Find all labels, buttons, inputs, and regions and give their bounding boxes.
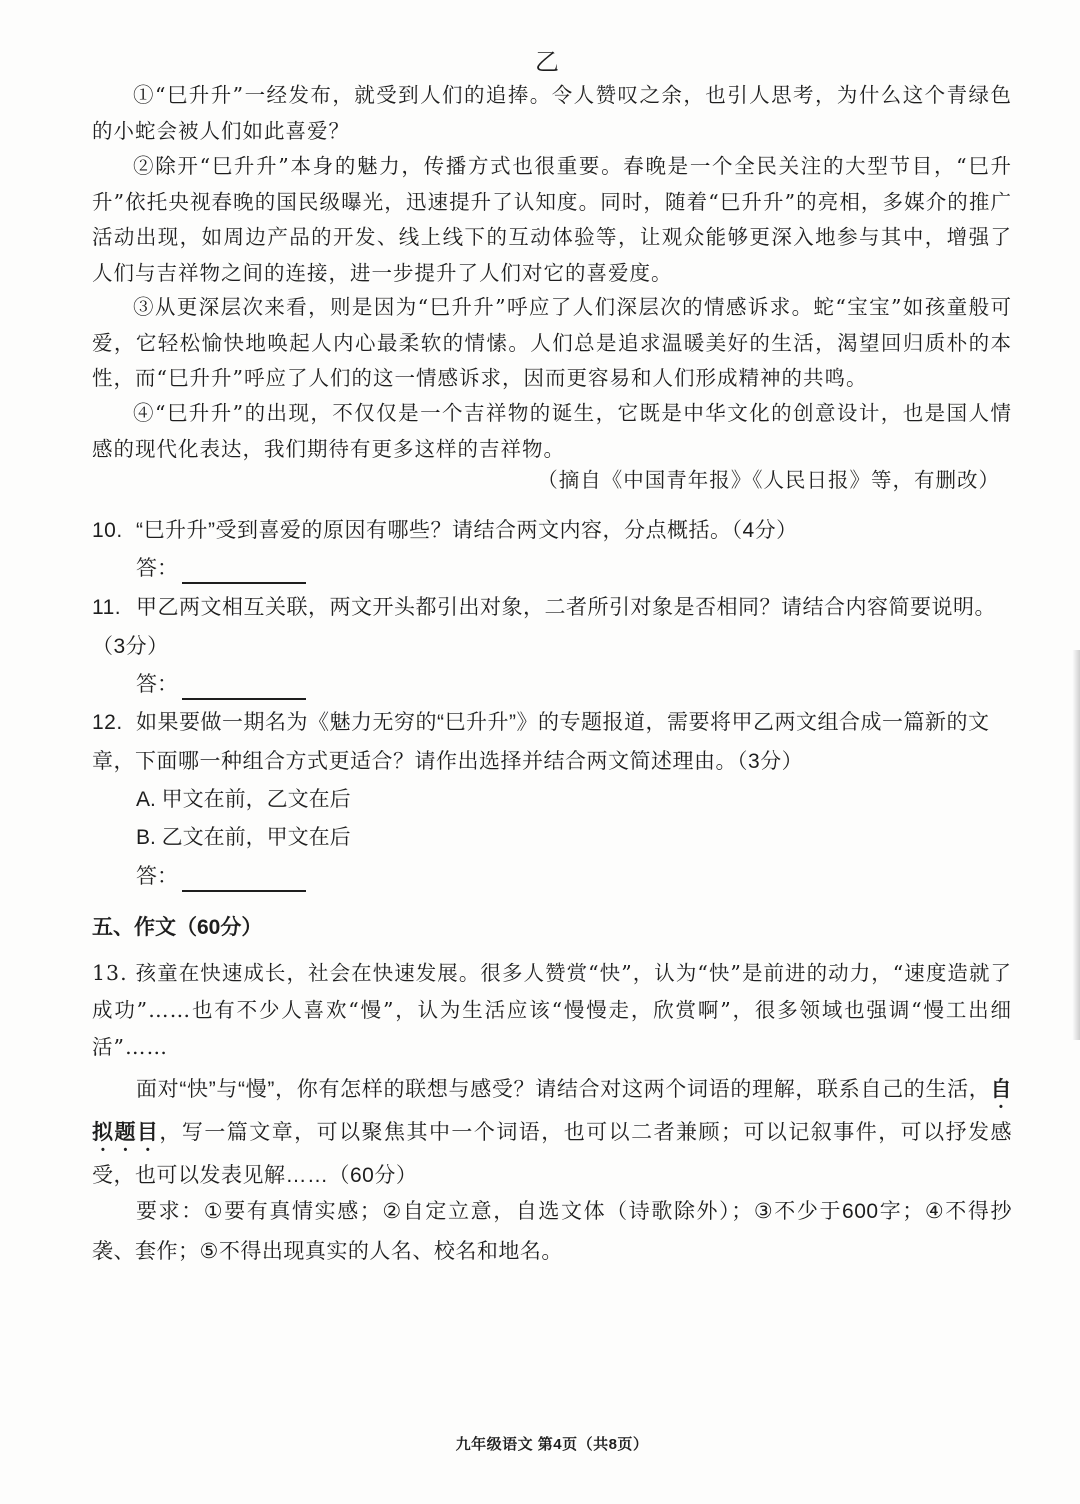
question-number: 10. <box>92 519 123 542</box>
article-paragraph-2: ②除开“巳升升”本身的魅力，传播方式也很重要。春晚是一个全民关注的大型节目，“巳升升”依托央视春晚的国民级曝光，迅速提升了认知度。同时，随着“巳升升”的亮相，多媒介的推广活动出现，如周边产品的开发、线上线下的互动体验等，让观众能够更深入地参与其中，增强了人们与吉祥物之间的连接，进一步提升了人们对它的喜爱度。 <box>92 154 1012 285</box>
answer-blank[interactable] <box>182 676 306 700</box>
question-number: 12. <box>92 711 123 734</box>
answer-line-10[interactable] <box>136 554 306 584</box>
question-number: 11. <box>92 596 122 619</box>
question-11 <box>92 588 1017 666</box>
prompt-text-before: 面对“快”与“慢”，你有怎样的联想与感受？请结合对这两个词语的理解，联系自己的生活， <box>136 1078 991 1101</box>
composition-prompt <box>92 1070 1012 1196</box>
question-text: 如果要做一期名为《魅力无穷的“巳升升”》的专题报道，需要将甲乙两文组合成一篇新的文章，下面哪一种组合方式更适合？请作出选择并结合两文简述理由。（3分） <box>92 711 990 773</box>
answer-blank[interactable] <box>182 868 306 892</box>
section-heading: 五、作文（60分） <box>92 916 263 939</box>
answer-label: 答： <box>136 557 178 580</box>
option-a[interactable]: A. 甲文在前，乙文在后 <box>136 788 351 811</box>
answer-label: 答： <box>136 673 178 696</box>
prompt-emphasis: 自拟题目 <box>92 1078 1012 1144</box>
article-paragraph-3: ③从更深层次来看，则是因为“巳升升”呼应了人们深层次的情感诉求。蛇“宝宝”如孩童般可爱，它轻松愉快地唤起人内心最柔软的情愫。人们总是追求温暖美好的生活，渴望回归质朴的本性，而“巳升升”呼应了人们的这一情感诉求，因而更容易和人们形成精神的共鸣。 <box>92 295 1012 390</box>
question-text: 甲乙两文相互关联，两文开头都引出对象，二者所引对象是否相同？请结合内容简要说明。（3分） <box>92 596 996 658</box>
question-13 <box>92 955 1012 1066</box>
article-paragraph-4: ④“巳升升”的出现，不仅仅是一个吉祥物的诞生，它既是中华文化的创意设计，也是国人情感的现代化表达，我们期待有更多这样的吉祥物。 <box>92 401 1012 461</box>
question-12 <box>92 703 1017 781</box>
prompt-text-after: ，写一篇文章，可以聚焦其中一个词语，也可以二者兼顾；可以记叙事件，可以抒发感受，也可以发表见解……（60分） <box>92 1121 1012 1187</box>
page-edge-shadow <box>1072 650 1080 1040</box>
article-paragraph-1: ①“巳升升”一经发布，就受到人们的追捧。令人赞叹之余，也引人思考，为什么这个青绿色的小蛇会被人们如此喜爱？ <box>92 83 1012 143</box>
option-b[interactable]: B. 乙文在前，甲文在后 <box>136 826 351 849</box>
page-footer: 九年级语文 第4页（共8页） <box>455 1436 649 1453</box>
question-text: “巳升升”受到喜爱的原因有哪些？请结合两文内容，分点概括。（4分） <box>136 519 798 542</box>
answer-line-12[interactable] <box>136 862 306 892</box>
article-source: （摘自《中国青年报》《人民日报》等，有删改） <box>537 468 1000 492</box>
question-number: 13. <box>92 961 128 985</box>
answer-line-11[interactable] <box>136 670 306 700</box>
answer-blank[interactable] <box>182 560 306 584</box>
article-title: 乙 <box>535 48 561 76</box>
question-10 <box>92 511 1017 550</box>
composition-requirements: 要求：①要有真情实感；②自定立意，自选文体（诗歌除外）；③不少于600字；④不得抄袭、套作；⑤不得出现真实的人名、校名和地名。 <box>92 1200 1012 1263</box>
answer-label: 答： <box>136 865 178 888</box>
question-13-text: 孩童在快速成长，社会在快速发展。很多人赞赏“快”，认为“快”是前进的动力，“速度造就了成功”……也有不少人喜欢“慢”，认为生活应该“慢慢走，欣赏啊”，很多领域也强调“慢工出细活”…… <box>92 961 1012 1059</box>
